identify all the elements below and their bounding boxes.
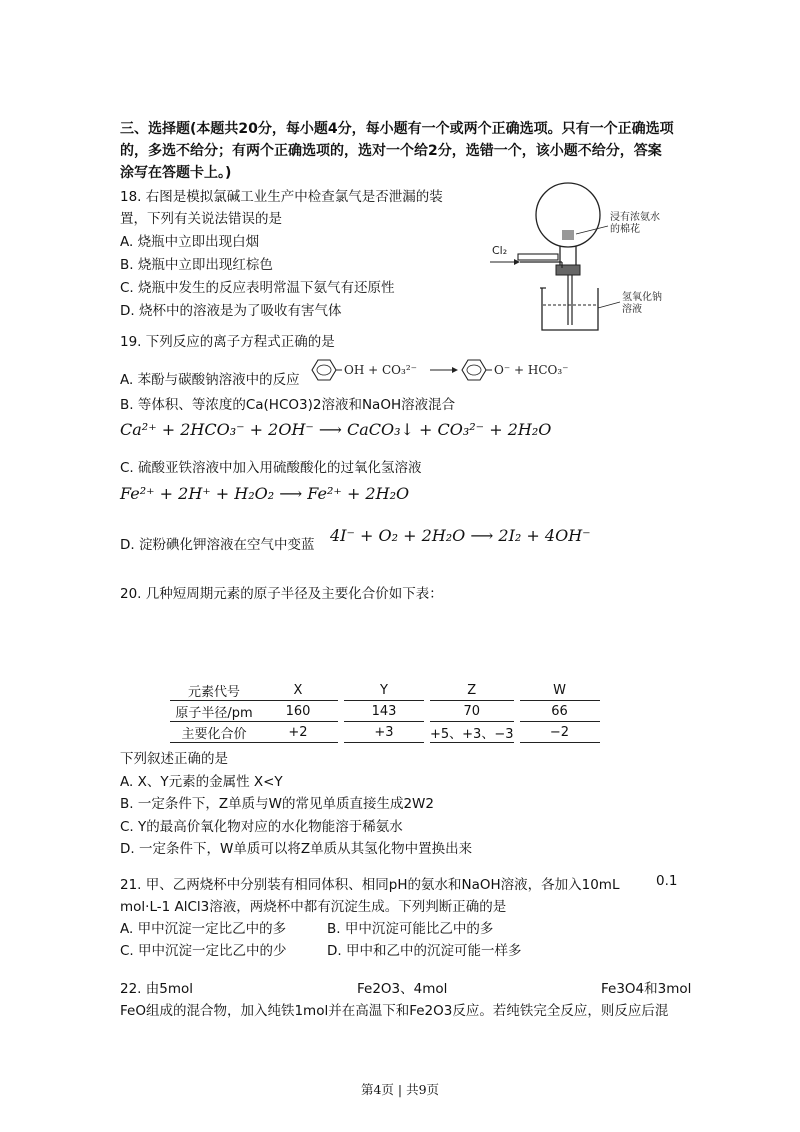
table-cell: +2 [258, 722, 338, 743]
q20-option-a: A. X、Y元素的金属性 X<Y [120, 774, 283, 790]
section-header-line-3: 涂写在答题卡上。) [120, 165, 232, 181]
table-cell: 160 [258, 701, 338, 722]
label-cl2: Cl₂ [492, 244, 508, 257]
benzene-ring-icon [462, 360, 486, 380]
table-row [170, 722, 600, 743]
q19-stem: 19. 下列反应的离子方程式正确的是 [120, 334, 335, 350]
section-header-line-2: 的，多选不给分；有两个正确选项的，选对一个给2分，选错一个，该小题不给分，答案 [120, 143, 662, 159]
benzene-ring-icon [312, 360, 336, 380]
q19-option-b: B. 等体积、等浓度的Ca(HCO3)2溶液和NaOH溶液混合 [120, 397, 456, 413]
eq-a-right: O⁻ + HCO₃⁻ [494, 363, 569, 377]
q19-option-d-equation: 4I⁻ + O₂ + 2H₂O ⟶ 2I₂ + 4OH⁻ [330, 526, 591, 545]
q21-option-a: A. 甲中沉淀一定比乙中的多 [120, 921, 287, 937]
q19-option-a-equation [300, 356, 580, 384]
label-cotton-2: 的棉花 [610, 224, 640, 235]
table-cell: 原子半径/pm [170, 701, 258, 722]
table-cell: −2 [520, 722, 600, 743]
table-cell: 主要化合价 [170, 722, 258, 743]
q19-option-b-equation: Ca²⁺ + 2HCO₃⁻ + 2OH⁻ ⟶ CaCO₃↓ + CO₃²⁻ + 2H₂O [120, 420, 552, 439]
q18-option-b: B. 烧瓶中立即出现红棕色 [120, 257, 273, 273]
table-row [170, 701, 600, 722]
q21-option-d: D. 甲中和乙中的沉淀可能一样多 [327, 943, 522, 959]
q18-option-c: C. 烧瓶中发生的反应表明常温下氨气有还原性 [120, 280, 395, 296]
apparatus-figure [480, 170, 680, 340]
cotton-plug [562, 230, 574, 240]
q19-option-c-equation: Fe²⁺ + 2H⁺ + H₂O₂ ⟶ Fe²⁺ + 2H₂O [120, 484, 410, 503]
q18-option-d: D. 烧杯中的溶液是为了吸收有害气体 [120, 303, 342, 319]
page-footer: 第4页 | 共9页 [360, 1082, 440, 1097]
q18-stem-line-1: 18. 右图是模拟氯碱工业生产中检查氯气是否泄漏的装 [120, 189, 443, 205]
q21-stem-line-2: mol·L-1 AlCl3溶液，两烧杯中都有沉淀生成。下列判断正确的是 [120, 899, 507, 915]
section-header-line-1: 三、选择题(本题共20分，每小题4分，每小题有一个或两个正确选项。只有一个正确选项 [120, 121, 674, 137]
q21-option-c: C. 甲中沉淀一定比乙中的少 [120, 943, 287, 959]
table-header-cell: X [258, 680, 338, 701]
q21-option-b: B. 甲中沉淀可能比乙中的多 [327, 921, 494, 937]
q20-option-c: C. Y的最高价氧化物对应的水化物能溶于稀氨水 [120, 819, 403, 835]
label-naoh-1: 氢氧化钠 [622, 292, 662, 303]
q20-stem: 20. 几种短周期元素的原子半径及主要化合价如下表： [120, 586, 443, 602]
table-header-cell: Z [430, 680, 514, 701]
q19-option-d: D. 淀粉碘化钾溶液在空气中变蓝 [120, 537, 315, 553]
q22-stem-part-3: Fe3O4和3mol [601, 981, 692, 997]
eq-a-left: OH + CO₃²⁻ [344, 363, 417, 377]
q20-option-b: B. 一定条件下，Z单质与W的常见单质直接生成2W2 [120, 796, 434, 812]
table-cell: +5、+3、−3 [430, 722, 514, 743]
table-header-cell: Y [344, 680, 424, 701]
q21-stem-line-1-end: 0.1 [656, 873, 678, 889]
q22-stem-line-2: FeO组成的混合物，加入纯铁1mol并在高温下和Fe2O3反应。若纯铁完全反应，则反应后混 [120, 1003, 669, 1019]
beaker [542, 288, 598, 330]
q18-option-a: A. 烧瓶中立即出现白烟 [120, 234, 260, 250]
table-header-row [170, 680, 600, 701]
q22-stem-part-2: Fe2O3、4mol [357, 981, 448, 997]
label-naoh-2: 溶液 [622, 304, 642, 315]
table-cell: 66 [520, 701, 600, 722]
q22-stem-part-1: 22. 由5mol [120, 981, 194, 997]
table-header-cell: W [520, 680, 600, 701]
q21-stem-line-1: 21. 甲、乙两烧杯中分别装有相同体积、相同pH的氨水和NaOH溶液，各加入10mL [120, 877, 620, 893]
table-cell: 70 [430, 701, 514, 722]
element-table [170, 680, 600, 743]
table-header-cell: 元素代号 [170, 680, 258, 701]
stopper [556, 265, 580, 275]
q20-followup: 下列叙述正确的是 [120, 751, 228, 767]
table-cell: 143 [344, 701, 424, 722]
q18-stem-line-2: 置，下列有关说法错误的是 [120, 211, 282, 227]
label-cotton-1: 浸有浓氨水 [610, 212, 660, 223]
q19-option-c: C. 硫酸亚铁溶液中加入用硫酸酸化的过氧化氢溶液 [120, 460, 422, 476]
q19-option-a: A. 苯酚与碳酸钠溶液中的反应 [120, 372, 300, 388]
table-cell: +3 [344, 722, 424, 743]
q20-option-d: D. 一定条件下，W单质可以将Z单质从其氢化物中置换出来 [120, 841, 473, 857]
